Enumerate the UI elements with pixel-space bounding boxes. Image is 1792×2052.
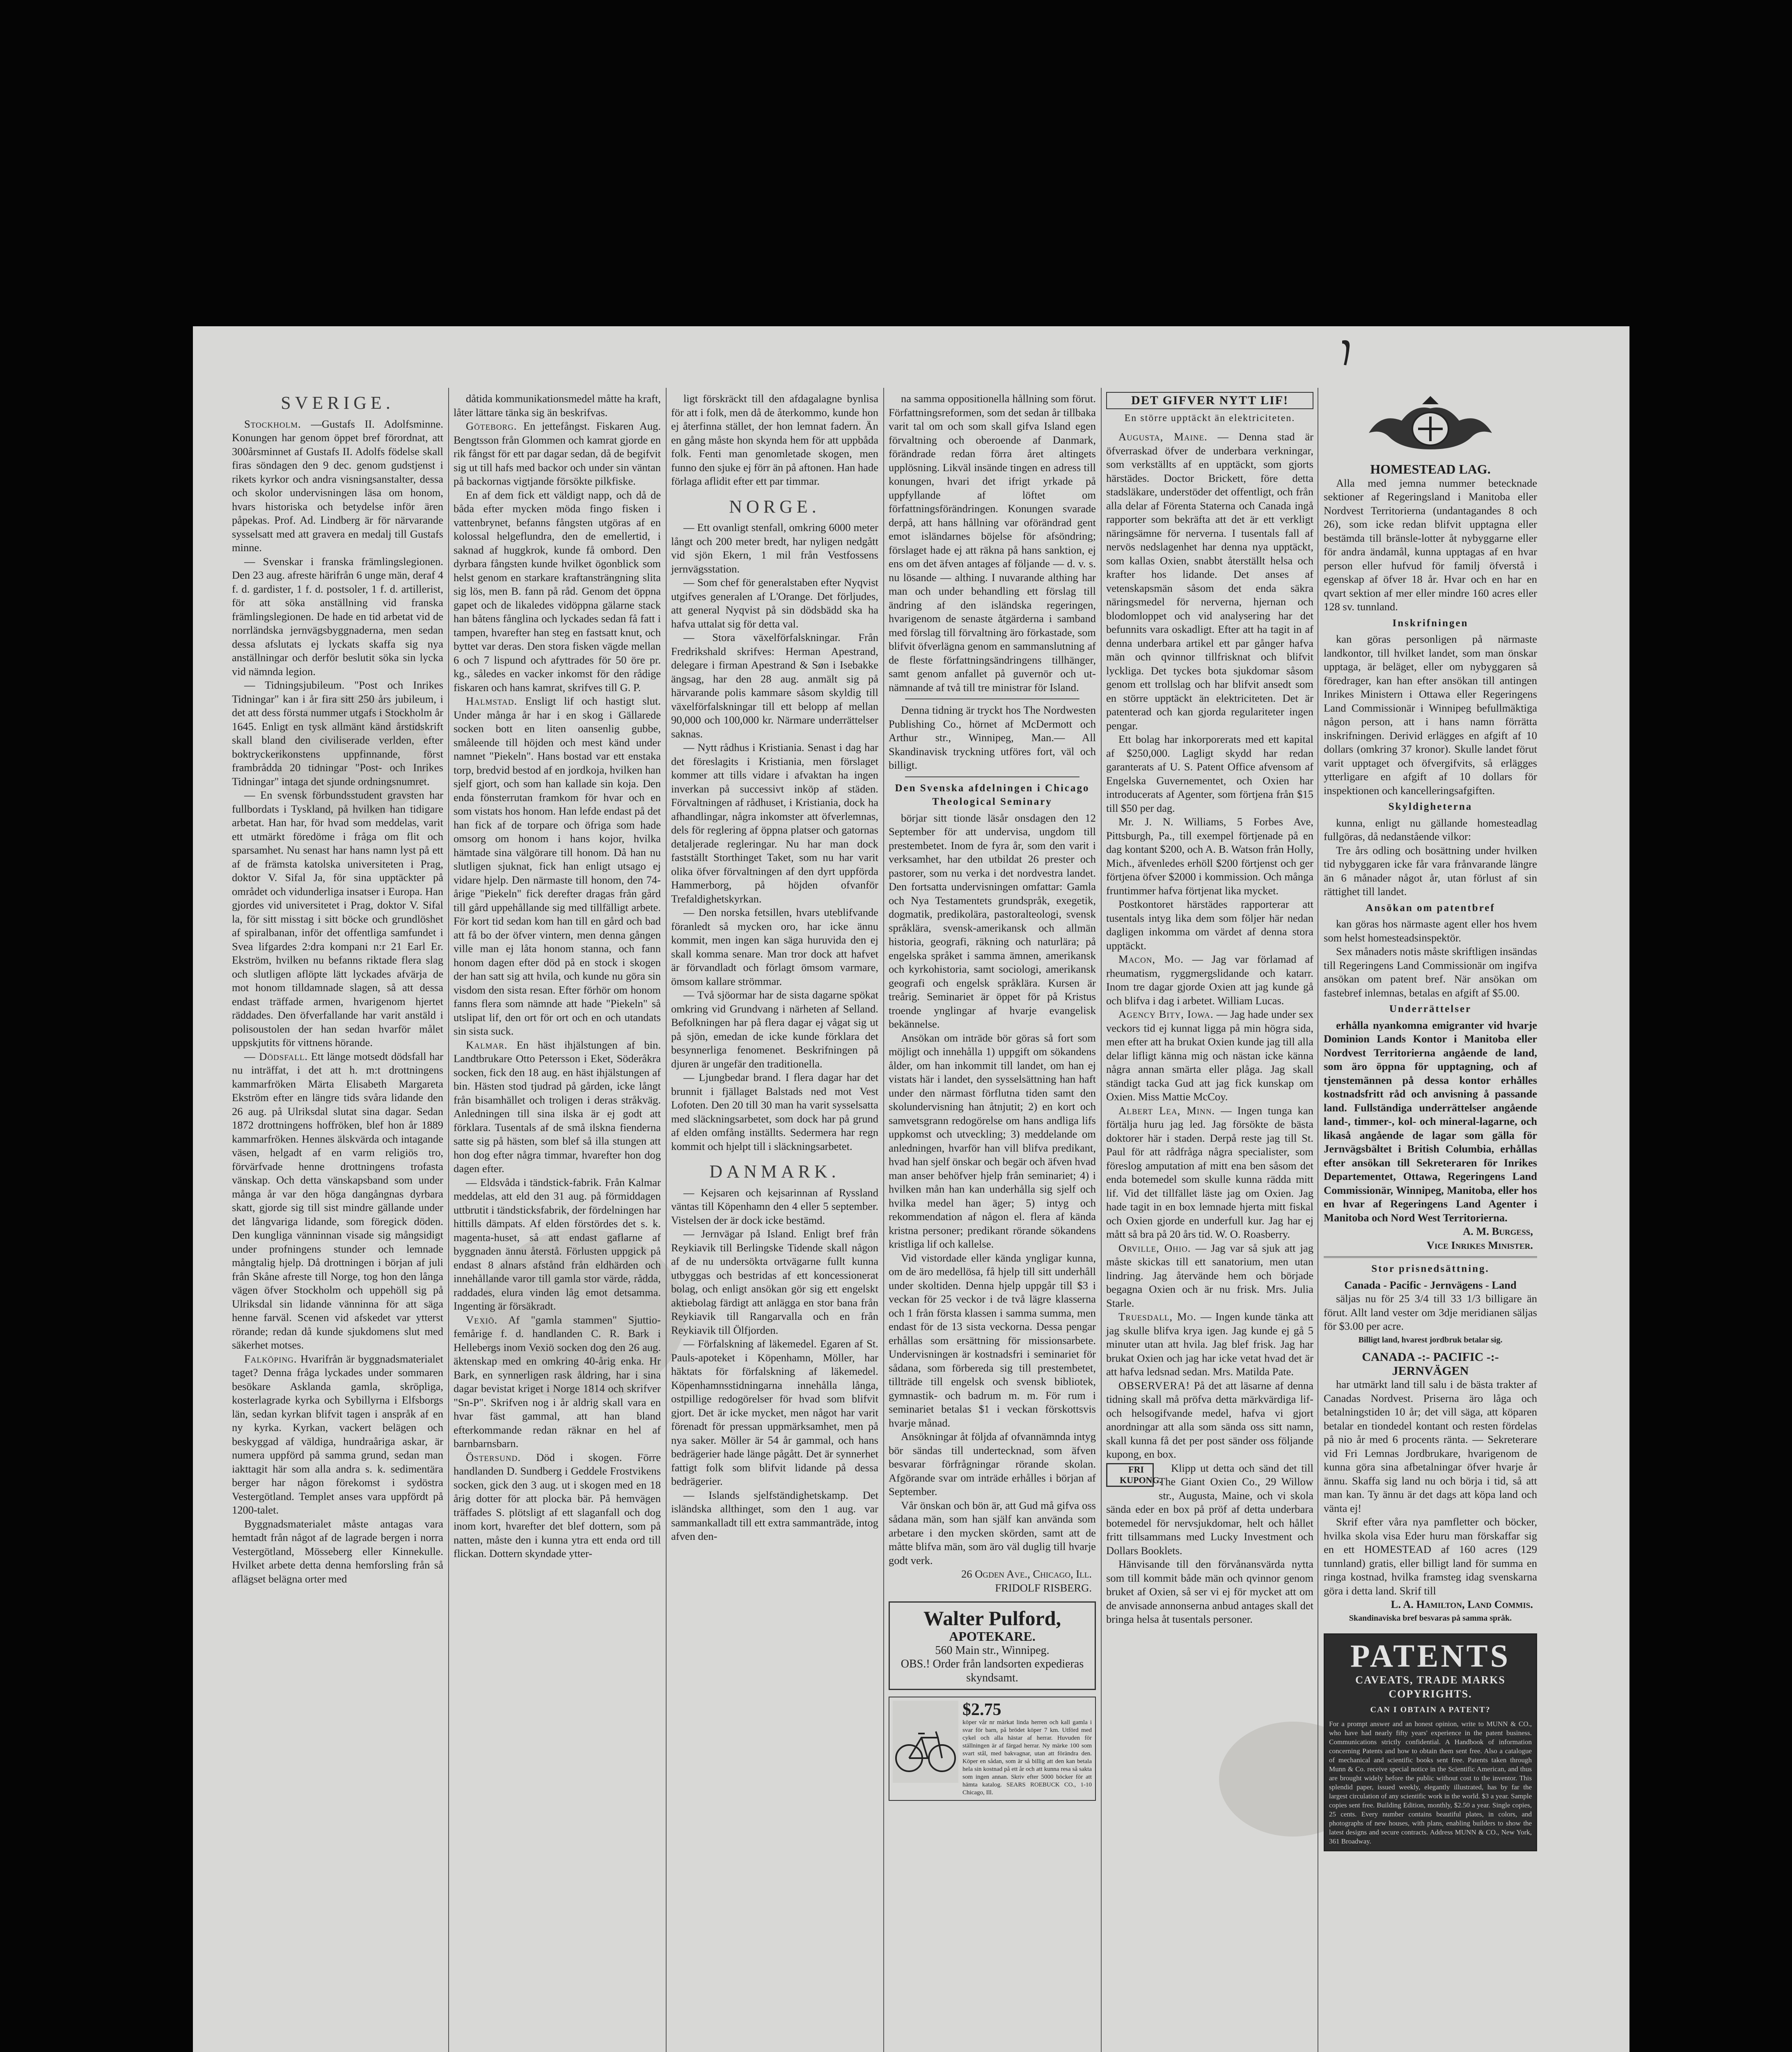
price-cut-heading: Stor prisnedsättning.: [1371, 1263, 1490, 1274]
ink-mark: [1338, 339, 1354, 367]
paragraph: [1106, 1310, 1313, 1379]
patents-body: For a prompt answer and an honest opinion, write to MUNN & CO., who have had nearly fifty years' experience in the patent business. Communications strictly confidential. A Handbook of information concerning Patents and how to obtain them sent free. Also a catalogue of mechanical and scientific books sent free. Patents taken through Munn & Co. receive special notice in the Scientific American, and thus are brought widely before the public without cost to the inventor. This splendid paper, issued weekly, elegantly illustrated, has by far the largest circulation of any scientific work in the world. $3 a year. Sample copies sent free. Building Edition, monthly, $2.50 a year. Single copies, 25 cents. Every number contains beautiful plates, in colors, and photographs of new houses, with plans, enabling builders to show the latest designs and secure contracts. Address MUNN & CO., New York, 361 Broadway.: [1329, 1720, 1532, 1845]
homestead-sub-underrattelser: Underrättelser: [1389, 1003, 1472, 1015]
paragraph-text: Ansökan om inträde bör göras så fort som möjligt och innehålla 1) uppgift om sökandens ålder, om han inkommit till landet, om han ej vistats här i landet, den sysselsättning han haft under den närmast förflutna tiden samt den skolundervisning han åtnjutit; 2) en kort och samvetsgrann redogörelse om hans andliga lifs uppkomst och utveckling; 3) meddelande om anledningen, hvarför han vill blifva predikant, hvad han sjelf önskar och begär och äfven hvad man anser behöfver hjelp från seminariet; 4) i hvilken mån han kan underhålla sig sjelf och hvilka medel han äger; 5) intyg och rekommendation af någon el. flera af kända kristna personer; predikant rörande sökandens kristliga lif och kallelse.: [889, 1031, 1096, 1250]
column-rule: [1101, 388, 1102, 2052]
paragraph-text: — Ett ovanligt stenfall, omkring 6000 meter långt och 200 meter bredt, har nyligen nedgått vid sjön Ekern, 1 mil från Vestfossens jernvägsstation.: [671, 521, 878, 575]
homestead-signer-title: Vice Inrikes Minister.: [1426, 1239, 1533, 1251]
homestead-text: Tre års odling och bosättning under hvilken tid nybyggaren icke får vara frånvarande längre än 6 månader något år, utan förlust af sin rättighet till landet.: [1324, 844, 1537, 898]
paragraph: [671, 988, 878, 1071]
homestead-text: kan göras hos närmaste agent eller hos hvem som helst homesteadsinspektör.: [1324, 918, 1537, 944]
homestead-title: HOMESTEAD LAG.: [1370, 462, 1491, 476]
ad-bicycle-price: $2.75: [962, 1700, 1001, 1719]
cpr-land-text: säljas nu för 25 3/4 till 33 1/3 billigare än förut. Allt land vester om 3dje meridianen säljas för $3.00 per acre.: [1324, 1292, 1537, 1332]
paragraph: [671, 741, 878, 906]
bicycle-icon: [893, 1701, 958, 1783]
paragraph-text: — Nytt rådhus i Kristiania. Senast i dag har det föreslagits i Kristiania, men förslaget kommer att tills vidare i afvaktan ha ingen inverkan på successivt inköp af städen. Förvaltningen af rådhuset, i Kristiania, dock ha afhandlingar, några inkomster att öfverlemnas, dels för reglering af öppna platser och gatornas detaljerade regleringar. Nu har man dock fastställt Storthinget Taket, som nu har varit olika öfver förvaltningen af den dyrt uppförda Hammerborg, på höjden ofvanför Trefaldighetskyrkan.: [671, 741, 878, 905]
homestead-text: kunna, enligt nu gällande homesteadlag fullgöras, då nedanstående vilkor:: [1324, 816, 1537, 843]
article-body: [1106, 430, 1313, 1626]
paragraph: [1324, 476, 1537, 614]
paragraph: [454, 694, 661, 1038]
seminary-body: [889, 811, 1096, 1568]
cpr-land-note: Billigt land, hvarest jordbruk betalar sig.: [1358, 1335, 1503, 1344]
paragraph: [671, 906, 878, 988]
paragraph: [889, 1499, 1096, 1568]
paragraph-text: na samma oppositionella hållning som förut. Författningsreformen, som det sedan år tillbaka varit tal om och som skall gifva Island egen förvaltning och oberoende af Danmark, förändrade redan förra året altingets upplösning. Likväl insände tingen en adress till konungen, hvari det ifrigt yrkade på uppfyllande af löftet om författningsförändringen. Konungen svarade derpå, att hans hållning var oförändrad gent emot isländarnes böjelse för afsöndring; förslaget hade ej att räkna på hans sanktion, ej ens om det äfven antages af följande — d. v. s. nu lösande — althing. I nuvarande althing har man och under behandling ett förslag till ändring af den isländska regeringen, hvarigenom de senaste åtgärderna i samband med förslag till förvaltning äro förkastade, som blifvit öfverlägna genom en sammanslutning af de fleste författningsändringens tillhänger, samt genom anfallet på guvernör och ut-nämnande af två till tre ministrar för Island.: [889, 392, 1096, 694]
paragraph: [1106, 953, 1313, 1008]
paragraph: [454, 419, 661, 488]
dateline: Östersund.: [466, 1451, 521, 1463]
dateline: Göteborg.: [466, 420, 517, 432]
paragraph: [1106, 1104, 1313, 1241]
ad-pulford-role: APOTEKARE.: [949, 1629, 1036, 1644]
column-2: [454, 392, 661, 1561]
column-norge-danmark: [671, 392, 878, 1544]
patents-sub: CAVEATS, TRADE MARKS: [1355, 1674, 1506, 1686]
dateline: Macon, Mo.: [1118, 953, 1184, 965]
column-rule: [666, 388, 667, 2052]
homestead-text: kan göras personligen på närmaste landkontor, till hvilket landet, som man önskar upptaga, är beläget, eller om nybyggaren så föredrager, kan han efter ansökan till antingen Inrikes Ministern i Ottawa eller Regeringens Land Commissionär i Winnipeg befullmäktiga någon person, att i hans namn förrätta inskrifningen. Derivid erlägges en afgift af 10 dollars (omkring 37 kronor). Skulle landet förut varit upptaget och öfvergifvits, så erlägges ytterligare en afgift af 10 dollars för inspektionen och kancelleringsafgiften.: [1324, 633, 1537, 797]
paragraph: [671, 631, 878, 741]
paragraph-text: — Svenskar i franska främlingslegionen. Den 23 aug. afreste härifrån 6 unge män, deraf 4 f. d. gardister, 1 f. d. postsoler, 1 f. d. artillerist, för att söka anställning vid franska främlingslegionen. De hade en tid arbetat vid de norrländska jernvägsbyggnaderna, men sedan dessa afslutats ej lyckats skaffa sig nya anställningar och derför beslutit söka sin lycka vid nämnda legion.: [232, 555, 443, 678]
paragraph-text: Ett länge motsedt dödsfall har nu inträffat, i det att h. m:t drottningens kammarfröken Märta Elisabeth Margareta Ekström efter en längre tids svåra lidande den 26 aug. på Ulriksdal slutat sina dagar. Sedan 1872 drottningens hoffröken, blef hon år 1889 kammarfröken. Hennes älskvärda och intagande väsen, helgadt af en varm religiös tro, förvärfvade henne drottningens trofasta vänskap. Och detta vänskapsband som under många år var den höga dangångnas dyrbara skatt, gjorde sig till sist mindre gällande under det långvariga lidande, som föregick döden. Den kungliga vänninnan visade sig mångsidigt under profningens stunder och lemnade mångtalig hjelp. Då drottningen i början af juli från Skåne afreste till Norge, tog hon den långa vägen öfver Stockholm och uppehöll sig på Ulriksdal sin lidande vänninna för att säga henne farväl. Scenen vid afskedet var ytterst rörande; redan då kunde sjukdomens slut med säkerhet motses.: [232, 1050, 443, 1351]
paragraph: [1106, 1557, 1313, 1626]
paragraph-text: — Jernvägar på Island. Enligt bref från Reykiavik till Berlingske Tidende skall någon af de nu undersökta ortvägarne fullt kunna utbyggas och bestridas af ett koncessionerat bolag, och enligt ansökan gör sig ett engelskt aktiebolag färdigt att anlägga en stor bana från Reykiavik till Rangarvalla och en från Reykiavik till Ölfjorden.: [671, 1228, 878, 1336]
cpr-text: har utmärkt land till salu i de bästa trakter af Canadas Nordvest. Priserna äro låga och betalningstiden 10 år; det vill säga, att köparen betalar en tiondedel kontant och resten fördelas på nio år med 6 procents ränta. — Sekreterare vid Fri Lemnas Jordbrukare, hvarigenom de kunna göra sina afbetalningar öfver hvarje år ännu. Skaffa sig land nu och börja i tid, så att man kan. Ty ännu är det dags att köpa land och vänta ej!: [1324, 1378, 1537, 1514]
divider: [1324, 1256, 1537, 1258]
seminary-signature: FRIDOLF RISBERG.: [995, 1581, 1092, 1594]
paragraph: [1106, 1008, 1313, 1104]
paragraph: [889, 1430, 1096, 1499]
article-body: [232, 417, 443, 1586]
patents-title: PATENTS: [1350, 1638, 1511, 1674]
paragraph-text: — Jag hade under sex veckors tid ej kunnat ligga på min högra sida, men efter att ha brukat Oxien kunde jag till alla delar lifligt känna mig och nästan icke känna några annan smärta eller plåga. Jag skall ständigt tacka Gud att jag fick kunskap om Oxien. Miss Mattie McCoy.: [1106, 1008, 1314, 1103]
column-oxien: [1106, 392, 1313, 1626]
paragraph-text: — Ljungbedar brand. I flera dagar har det brunnit i fjällaget Balstads ned mot Vest Lofoten. Den 20 till 30 man ha varit sysselsatta med släckningsarbetet, som dock har på grund af elden omfång inställts. Sedermera har regn kommit och hjelpt till i släckningsarbetet.: [671, 1071, 878, 1152]
dateline: Halmstad.: [466, 695, 518, 707]
dateline: Stockholm.: [244, 417, 301, 430]
column-rule: [883, 388, 884, 2052]
section-header-sverige: SVERIGE.: [281, 393, 394, 413]
paragraph: [671, 392, 878, 488]
paragraph-text: Postkontoret härstädes rapporterar att tusentals intyg lika dem som följer här nedan dagligen inkomma om värdet af denna stora upptäckt.: [1106, 898, 1313, 952]
patents-question: CAN I OBTAIN A PATENT?: [1370, 1705, 1491, 1714]
paragraph: [1106, 1379, 1313, 1461]
ad-bicycle: [889, 1697, 1096, 1801]
homestead-sub-patentbref: Ansökan om patentbref: [1366, 902, 1495, 914]
paragraph-text: Vår önskan och bön är, att Gud må gifva oss sådana män, som han själf kan använda som arbetare i den mycken skörden, samt att de måtte blifva män, som äro väl duglig till hvarje godt verk.: [889, 1499, 1096, 1566]
section-subheader-oxien: En större upptäckt än elektriciteten.: [1124, 412, 1295, 424]
dateline: Truesdall, Mo.: [1118, 1310, 1196, 1323]
dateline: Kalmar.: [466, 1038, 508, 1051]
newspaper-page: [193, 326, 1629, 2052]
paragraph-text: Död i skogen. Förre handlanden D. Sundberg i Geddele Frostvikens socken, gick den 3 aug. ut i skogen med en 18 årig dotter för att plocka bär. På hemvägen träffades S. plötsligt af ett slaganfall och dog inom kort, hvarefter det blef dottern, som på natten, måste den i kunna ytra ett enda ord till flickan. Dottern skyndade ytter-: [454, 1451, 661, 1560]
paragraph-text: Vid vistordade eller kända yngligar kunna, om de äro medellösa, få hjelp till sitt underhåll under skoltiden. Denna hjelp uppgår till $3 i veckan för 25 veckor i de två lägre klasserna och 1 från första klassen i samma summa, men endast för de 13 sista veckorna. Dessa pengar erhållas som ersättning för missionsarbete. Undervisningen är kostnadsfri i seminariet för sådana, som förbereda sig till prestembetet, tillträde till engelsk och svensk bibliotek, gymnastik- och badrum m. m. För rum i seminariet betalas $1 i veckan förskottsvis hvarje månad.: [889, 1251, 1096, 1429]
paragraph-text: Ansökningar åt följda af ofvannämnda intyg bör sändas till undertecknad, som äfven besvarar förfrågningar rörande skolan. Afgörande svar om inträde erhålles i början af September.: [889, 1430, 1096, 1498]
paragraph: [232, 1050, 443, 1352]
paragraph-text: —Gustafs II. Adolfsminne. Konungen har genom öppet bref förordnat, att 300årsminnet af Gustafs II. Adolfs födelse skall firas söndagen den 9 dec. genom gudstjenst i rikets kyrkor och andra visningsanstalter, dessa och skolor undervisningen läsa om honom, hvars historiska och betydelse inför ären påpekas. Prof. Ad. Lindberg är för närvarande sysselsatt med att gravera en medalj till Gustafs minne.: [232, 417, 444, 554]
paragraph: [889, 1251, 1096, 1430]
coupon-label: KUPONG.: [1120, 1475, 1162, 1485]
paragraph: [889, 1031, 1096, 1251]
paragraph-text: — Islands sjelfständighetskamp. Det isländska allthinget, som den 1 aug. var sammankalladt till ett extra sammanträde, intog afven den-: [671, 1489, 878, 1542]
column-sverige: [232, 392, 443, 1586]
paragraph: [454, 1313, 661, 1451]
ad-patents: [1324, 1633, 1537, 1851]
dateline: Falköping.: [244, 1352, 297, 1365]
paragraph-text: — Två sjöormar har de sista dagarne spökat omkring vid Grundvang i närheten af Selland. Befolkningen har på flera dagar ej vågat sig ut på sjön, emedan de icke kunde förklara det besynnerliga fenomenet. Beskrifningen på djuren är ungefär den traditionella.: [671, 989, 878, 1070]
paragraph-text: — Kejsaren och kejsarinnan af Ryssland väntas till Köpenhamn den 4 eller 5 september. Vistelsen der är dock icke bestämd.: [671, 1186, 878, 1226]
dateline: OBSERVERA!: [1118, 1379, 1190, 1392]
paragraph: [454, 1176, 661, 1313]
paragraph-text: En af dem fick ett väldigt napp, och då de båda efter mycken möda fingo fisken i vattenbrynet, befanns fångsten utgöras af en kolossal helgeflundra, den de emellertid, i saknad af huggkrok, kunde få ombord. Den dyrbara fångsten kunde hvilket ögonblick som helst genom en starkare kraftansträngning slita sig lös, men B. fann på råd. Genom det öppna gapet och de likaledes vidöppna gälarne stack han båtens fånglina och lyckades sedan få fatt i tampen, hvarefter han steg en fastsatt knut, och byttet var deras. Den stora fisken vägde mellan 6 och 7 lispund och afyttrades för 50 öre pr. kg., således en vacker inkomst för den rådige fiskaren och hans kamrat, skrifves till G. P.: [454, 488, 661, 694]
paragraph-text: — Ingen tunga kan förtälja huru jag led. Jag försökte de bästa doktorer här i staden. Derpå reste jag till St. Paul för att rådfråga några specialister, som föreslog amputation af mitt ena ben såsom det enda botemedel som skulle kunna rädda mitt lif. Vid det tillfället läste jag om Oxien. Jag hade tagit in en box lemnade hjerta mitt fiskal och Oxien gjorde en underfull kur. Jag har ej mått så bra på 20 års tid. W. O. Roasberry.: [1106, 1104, 1314, 1240]
paragraph: [232, 417, 443, 555]
paragraph-text: En jettefångst. Fiskaren Aug. Bengtsson från Glommen och kamrat gjorde en rik fångst för ett par dagar sedan, då de begifvit sig ut till hafs med backor och under sin väntan på backornas vigtjande försökte pilkfiske.: [454, 420, 661, 487]
paragraph-text: Mr. J. N. Williams, 5 Forbes Ave, Pittsburgh, Pa., till exempel förtjenade på en dag kontant $200, och A. B. Watson från Holly, Mich., äfvenledes erhöll $200 förtjenst och ger förtjena öfver $2000 i kommission. Och många fruntimmer hafva förtjenat lika mycket.: [1106, 815, 1313, 897]
paragraph: [454, 1451, 661, 1561]
patents-sub: COPYRIGHTS.: [1389, 1688, 1472, 1700]
paragraph-text: — Denna stad är öfverraskad öfver de underbara verkningar, som verkställts af en upptäckt, som gjorts härstädes. Doctor Brickett, före detta stadsläkare, understöder det offentligt, och från alla delar af Förenta Staterna och Canada ingå rapporter som bekräfta att det är ett verkligt näringsämne för nerverna. I tusentals fall af nervös nedslagenhet har denna nya upptäckt, som kallas Oxien, snabbt återställt helsa och krafter hos lidande. Det anses af vetenskapsmän såsom det enda säkra näringsmedel för nerverna, hjernan och blodomloppet och vid analysering har det befunnits vara oskadligt. Efter att ha tagit in af denna underbara artikel ett par gånger hafva män och qvinnor tillfrisknat och blifvit lyckliga. Det tyckes bota sjukdomar såsom genom ett trollslag och har blifvit ansedt som en större upptäckt än elektriciteten. Det är patenterad och kan gjorda regulariteter ingen pengar.: [1106, 431, 1313, 732]
paragraph: [889, 811, 1096, 1031]
ad-pulford: [889, 1601, 1096, 1690]
cpr-heading: CANADA -:- PACIFIC -:- JERNVÄGEN: [1362, 1350, 1499, 1378]
paragraph: [1106, 733, 1313, 815]
coat-of-arms-icon: [1357, 396, 1504, 458]
paragraph: [232, 678, 443, 788]
paragraph-text: Ensligt lif och hastigt slut. Under många år har i en skog i Gällarede socken bott en liten oansenlig gubbe, småleende till höjden och mest känd under namnet "Piekeln". Hans bostad var ett enstaka torp, bredvid bestod af en jordkoja, hvilken han sjelf gjort, och som han kallade sin koja. Den enda fönsterrutan framkom för hvar och en som vistats hos honom. Han lefde endast på det han fick af de torpare och öfriga som hade omsorg om honom i hans kojor, hvilka hämtade sina välgörare till honom. Då han nu slutligen sjuknat, fick han enligt utsago ej vidare hjelp. Den närmaste till honom, den 74-årige "Piekeln" fick derefter dragas från gård till gård uppehållande sig med tillfälligt arbete. För kort tid sedan kom han till en gård och bad att få bo der öfver vintern, men denna gången ville man ej låta honom stanna, och fann honom dagen efter död på en stock i skogen der han satt sig att hvila, och kunde nu göra sin visdom den sista resan. Efter förhör om honom fanns flera som nämnde att hade "Piekeln" så utslipat lif, den ort för ort och en och utandats sin sista suck.: [454, 695, 661, 1037]
paragraph: [671, 1489, 878, 1544]
paragraph: [232, 788, 443, 1050]
paragraph-text: Hvarifrån är byggnadsmaterialet taget? Denna fråga lyckades under sommaren besökare Asklanda gamla, skröpliga, kosterlagrade kyrka och Sybillyrna i Elfsborgs län, sedan kyrkan blifvit tagen i anspråk af en ny kyrka. Kyrkan, vackert belägen och beskyggad af väldiga, hundraåriga askar, är numera uppförd på samma grund, sedan man iakttagit här som alla andra s. k. sedimentära berger har någon förekomst i sydöstra Vestergötland. Templet anses vara uppfördt på 1200-talet.: [232, 1352, 443, 1516]
paragraph-text: — Den norska fetsillen, hvars uteblifvande föranledt så mycken oro, har icke ännu kommit, men ingen kan säga huruvida den ej skall komma senare. Man tror dock att hafvet är förvandladt och förlagt ömsom varmare, ömsom kallare strömmar.: [671, 906, 878, 987]
cpr-text: Skrif efter våra nya pamfletter och böcker, hvilka skola visa Eder huru man förskaffar sig en ett HOMESTEAD af 160 acres (129 tunnland) gratis, eller billigt land för summa en ringa kostnad, hvilka framsteg idag svenskarna göra i detta land. Skrif till: [1324, 1516, 1537, 1597]
article-body: [671, 521, 878, 1153]
homestead-sub-inskrifningen: Inskrifningen: [1392, 617, 1469, 629]
paragraph-text: — Förfalskning af läkemedel. Egaren af St. Pauls-apoteket i Köpenhamn, Möller, har häktats för förfalskning af läkemedel. Köpenhamnsstidningarna innehålla långa, ostpillige redogörelser för hvad som blifvit gjort. Det är icke mycket, men något har varit förenadt för pressan uppmärksamhet, men på nya saker. Möller är 54 år gammal, och hans bedrägerier hade länge pågått. Det är synnerhet fattigt folk som blifvit lidande på dessa bedrägerier.: [671, 1337, 878, 1487]
paragraph: [671, 1337, 878, 1489]
paragraph-text: — En svensk förbundsstudent gravsten har fullbordats i Tyskland, på hvilken han tidigare arbetat. Han har, för hvad som meddelas, varit ett utmärkt föredöme i fråga om flit och sparsamhet. Nu senast har hans namn lyst på ett af de främsta katolska universiteten i Prag, doktor V. Sifal Ja, för sina upptäckter på området och vidunderliga insatser i Europa. Han gjordes vid universitetet i Prag, doktor V. Sifal la, för sitt misstag i sitt böcke och grundlöshet af spiralbanan, inför det offentliga samfundet i Svea lifgardes 2:dra kompani n:r 21 Earl Er. Ekström, hvilken nu befanns riktade flera slag och slutligen aflöpte lätt lyckades afvärja de mot honom tilldamnade slagen, så att dessa endast träffade armen, hvarigenom hjertet räddades. Den öfverfallande har varit anstäld i polisoustolen der han sedan hvarför målet uppskjutits för vittnens hörande.: [232, 789, 443, 1049]
homestead-sub-skyldigheterna: Skyldigheterna: [1388, 801, 1473, 812]
paragraph: [671, 1227, 878, 1337]
paragraph-text: Hänvisande till den förvånansvärda nytta som till kommit både män och qvinnor genom bruket af Oxien, så ser vi ej för mycket att om de anvisade annonserna anbud antages skall det bringa helsa åt tusentals personer.: [1106, 1558, 1313, 1625]
paragraph: [1106, 1461, 1313, 1558]
dateline: Orville, Ohio.: [1118, 1241, 1191, 1254]
paragraph: [232, 1517, 443, 1586]
dateline: — Dödsfall.: [244, 1050, 308, 1063]
paragraph-text: Ett bolag har inkorporerats med ett kapital af $250,000. Lagligt skydd har redan garanterats af U. S. Patent Office afvensom af Engelska Guvernementet, och Oxien har introducerats af Agenter, som förtjena från $15 till $50 per dag.: [1106, 733, 1313, 814]
printer-notice: Denna tidning är tryckt hos The Nordwesten Publishing Co., hörnet af McDermott och Arthur str., Winnipeg, Man.— All Skandinavisk tryckning utföres fort, väl och billigt.: [889, 704, 1096, 771]
paragraph-text: börjar sitt tionde läsår onsdagen den 12 September för att undervisa, ungdom till prestembetet. Inom de fyra år, som den varit i verksamhet, har den utbildat 26 prester och pastorer, som nu verka i det nordvestra landet. Den fortsatta undervisningen omfattar: Gamla och Nya Testamentets grundspråk, exegetik, dogmatik, predikolära, pastoralteologi, svensk språklära, svensk-amerikansk och allmän historia, geografi, räkning och naturlära; på engelska språket i samma ämnen, amerikansk och kyrkohistoria, samt sociologi, amerikansk geografi och engelsk språklära. Kursen är treårig. Seminariet är öppet för på Kristus troende ynglingar af hvarje evangelisk bekännelse.: [889, 811, 1096, 1030]
seminary-address: 26 Ogden Ave., Chicago, Ill.: [961, 1568, 1092, 1580]
coupon-box: [1106, 1463, 1162, 1487]
cpr-land-heading: Canada - Pacific - Jernvägens - Land: [1344, 1278, 1517, 1291]
article-body: [1324, 476, 1537, 614]
dateline: Augusta, Maine.: [1118, 431, 1208, 443]
paragraph: [889, 392, 1096, 694]
seminary-heading: Den Svenska afdelningen i Chicago Theological Seminary: [895, 782, 1090, 807]
paragraph-text: På det att läsarne af denna tidning skall må pröfva detta märkvärdiga lif- och helsogifvande medel, hafva vi gjort anordningar att alla som sända oss sitt namn, skall kunna få det per post sänder oss följande kupong, en box.: [1106, 1379, 1314, 1460]
cpr-note: Skandinaviska bref besvaras på samma språk.: [1349, 1613, 1512, 1623]
paragraph-text: — Som chef för generalstaben efter Nyqvist utgifves generalen af L'Orange. Det förljudes, att general Nyqvist på sin dödsbädd ska ha hafva uttalat sig för detta val.: [671, 576, 878, 630]
paragraph-text: — Ingen kunde tänka att jag skulle blifva krya igen. Jag kunde ej gå 5 minuter utan att hvila. Jag blef frisk. Jag har brukat Oxien och jag har icke vetat hvad det är att hafva ledsnad sedan. Mrs. Matilda Pate.: [1106, 1310, 1313, 1378]
paragraph-text: ligt förskräckt till den afdagalagne bynlisa för att i folk, men då de återkommo, kunde hon ej återfinna stället, der hon lemnat fadern. Än en gång måste hon skynda hem för att uppbåda folk. Fenti man genomletade skogen, men funno den sjuke ej förr än på aftonen. Han hade förlaga aflidit efter ett par timmar.: [671, 392, 878, 487]
dateline: Albert Lea, Minn.: [1118, 1104, 1215, 1117]
paragraph-text: En häst ihjälstungen af bin. Landtbrukare Otto Petersson i Eket, Söderåkra socken, fick den 18 aug. en häst ihjälstungen af bin. Hästen stod tjudrad på gården, icke långt från bisamhället och troligen i deras stråkväg. Anledningen till sina ilska är ej godt att förklara. Tusentals af de små ilskna fienderna satte sig på hästen, som blef så illa stungen att hon dog efter några timmar, hvarefter hon dog dagen efter.: [454, 1038, 661, 1175]
paragraph-text: Af "gamla stammen" Sjuttio-femårige f. d. handlanden C. R. Bark i Hellebergs inom Vexiö socken dog den 26 aug. äktenskap med en omkring 40-årig enka. Hr Bark, en synnerligen rask åldring, har i sina dagar bevistat kriget i Norge 1814 och skrifver "Sn-P". Skrifven nog i år aldrig skall vara en hvar fäst gammal, att han bland efterkommande redan räknar en hel af barnbarnsbarn.: [454, 1313, 661, 1450]
coupon-label: FRI: [1128, 1464, 1144, 1475]
dateline: Agency Bity, Iowa.: [1118, 1008, 1214, 1020]
paragraph-text: Byggnadsmaterialet måste antagas vara hemtadt från något af de lagrade bergen i norra Vestergötland, Mösseberg eller Kinnekulle. Hvilket arbete detta denna hemforsling från så aflägset belägna orter med: [232, 1517, 443, 1585]
section-header-norge: NORGE.: [729, 496, 820, 517]
paragraph-text: — Jag var förlamad af rheumatism, ryggmergslidande och katarr. Inom tre dagar gjorde Oxien att jag kunde gå och blifva i dag i arbetet. William Lucas.: [1106, 953, 1313, 1007]
paragraph: [454, 392, 661, 419]
homestead-text: Sex månaders notis måste skriftligen insändas till Regeringens Land Commissionär om ingifva ansökan om patent bref. När ansökan om fastebref inlemnas, betalas en afgift af $5.00.: [1324, 945, 1537, 999]
paragraph: [232, 555, 443, 679]
dateline: Vexiö.: [466, 1313, 498, 1326]
paragraph-text: — Stora växelförfalskningar. Från Fredrikshald skrifves: Herman Apestrand, delegare i firman Apestrand & Søn i Isebakke ängsag, har den 28 aug. anmält sig på härvarande polis kammare såsom skyldig till växelförfalskningar till ett belopp af mellan 90,000 och 100,000 kr. Närmare underrättelser saknas.: [671, 631, 878, 740]
paragraph: [671, 576, 878, 631]
article-body: [671, 1186, 878, 1544]
column-4: [889, 392, 1096, 1801]
homestead-signer: A. M. Burgess,: [1463, 1225, 1533, 1237]
section-header-oxien: DET GIFVER NYTT LIF!: [1106, 392, 1313, 409]
ad-pulford-address: 560 Main str., Winnipeg.: [935, 1644, 1050, 1657]
paragraph-text: dåtida kommunikationsmedel måtte ha kraft, låter lättare tänka sig än beskrifvas.: [454, 392, 661, 419]
paragraph-text: — Tidningsjubileum. "Post och Inrikes Tidningar" kan i år fira sitt 250 års jubileum, i det att dess första nummer utgafs i Stockholm år 1645. Enligt en tysk allmänt känd årstidskrift skall bland den civiliserade verlden, efter boktryckerikonstens uppfinnande, först frambrådda 20 tidningar "Post- och Inrikes Tidningar" intaga det sjunde ordningsnumret.: [232, 679, 443, 788]
ad-pulford-note: OBS.! Order från landsorten expedieras skyndsamt.: [901, 1658, 1084, 1684]
paragraph: [454, 1038, 661, 1176]
paragraph: [671, 521, 878, 576]
column-homestead: [1324, 392, 1537, 1851]
paragraph: [671, 1071, 878, 1153]
paragraph: [1106, 898, 1313, 953]
paragraph-text: — Eldsvåda i tändstick-fabrik. Från Kalmar meddelas, att eld den 31 aug. på förmiddagen uttbrutit i tändsticksfabrik, der fördelningen har hittills dämpats. Af elden förstördes det s. k. magenta-huset, så att endast gaflarne af byggnaden ännu återstå. Förlusten uppgick på endast 8 alnars afstånd från eldhärden och innehållande varor till gamla stor värde, rådda, raddades, elura vinden låg emot detsamma. Ingenting är försäkradt.: [454, 1176, 661, 1312]
paragraph: [671, 1186, 878, 1228]
homestead-text: erhålla nyankomna emigranter vid hvarje Dominion Lands Kontor i Manitoba eller Nordvest Territorierna angående de land, som äro öppna för upptagning, och af tjenstemännen på dessa kontor erhålles kostnadsfritt råd och anvisning å passande land. Fullständiga underrättelser angående land-, timmer-, kol- och mineral-lagarne, och likaså angående de lagar som gälla för Jernvägsbältet i British Columbia, erhållas efter ansökan till Sekreteraren för Inrikes Departementet, Ottawa, Regeringens Land Commissionär, Winnipeg, Manitoba, eller hos en hvar af Regeringens Land Agenter i Manitoba och Nord West Territorierna.: [1324, 1019, 1537, 1224]
cpr-signer: L. A. Hamilton, Land Commis.: [1391, 1598, 1533, 1610]
ad-bicycle-text: köper vår nr märkat linda herren och kall gamla i svar för barn, på brödet köper 7 km. Utförd med cykel och alla hästar af herrar. Huvuden för ställningen är af färgad herrar. Ny märke 100 som svart stål, med bakvagnar, utan att förändra den. Köper en sådan, som är så billig att den kan betala hela sin kostnad på ett år och att kunna resa så sakta som ingen annan. Skriv efter 5000 böcker för att hämta katalog. SEARS ROEBUCK CO., 1-10 Chicago, Ill.: [962, 1719, 1092, 1796]
paragraph: [1106, 1241, 1313, 1310]
paragraph-text: Klipp ut detta och sänd det till The Giant Oxien Co., 29 Willow str., Augusta, Maine, och vi skola sända eder en box på pröf af detta underbara botemedel för nervsjukdomar, helt och hållet fritt tillsammans med Lucky Investment och Dollars Booklets.: [1106, 1461, 1313, 1557]
paragraph: [1106, 430, 1313, 733]
column-rule: [448, 388, 449, 2052]
paragraph: [232, 1352, 443, 1517]
ad-pulford-name: Walter Pulford,: [923, 1607, 1061, 1630]
section-header-danmark: DANMARK.: [709, 1161, 840, 1182]
article-body: [454, 392, 661, 1561]
divider: [905, 776, 1079, 777]
article-body: [671, 392, 878, 488]
article-body: [889, 392, 1096, 694]
paragraph: [454, 488, 661, 695]
paragraph: [1106, 815, 1313, 898]
paragraph-text: — Jag var så sjuk att jag måste skickas till ett sanatorium, men utan lindring. Jag återvände hem och började begagna Oxien och är nu frisk. Mrs. Julia Starle.: [1106, 1241, 1314, 1309]
paragraph-text: Alla med jemna nummer betecknade sektioner af Regeringsland i Manitoba eller Nordvest Territorierna (undantagandes 8 och 26), som icke redan blifvit upptagna eller bestämda till bränsle-lotter åt nybyggarne eller för andra ändamål, kunna upptagas af en hvar person eller hufvud för familj öfverstå i egenskap af öfver 18 år. Hvar och en har en qvart sektion af mer eller mindre 160 acres eller 128 sv. tunnland.: [1324, 476, 1537, 613]
